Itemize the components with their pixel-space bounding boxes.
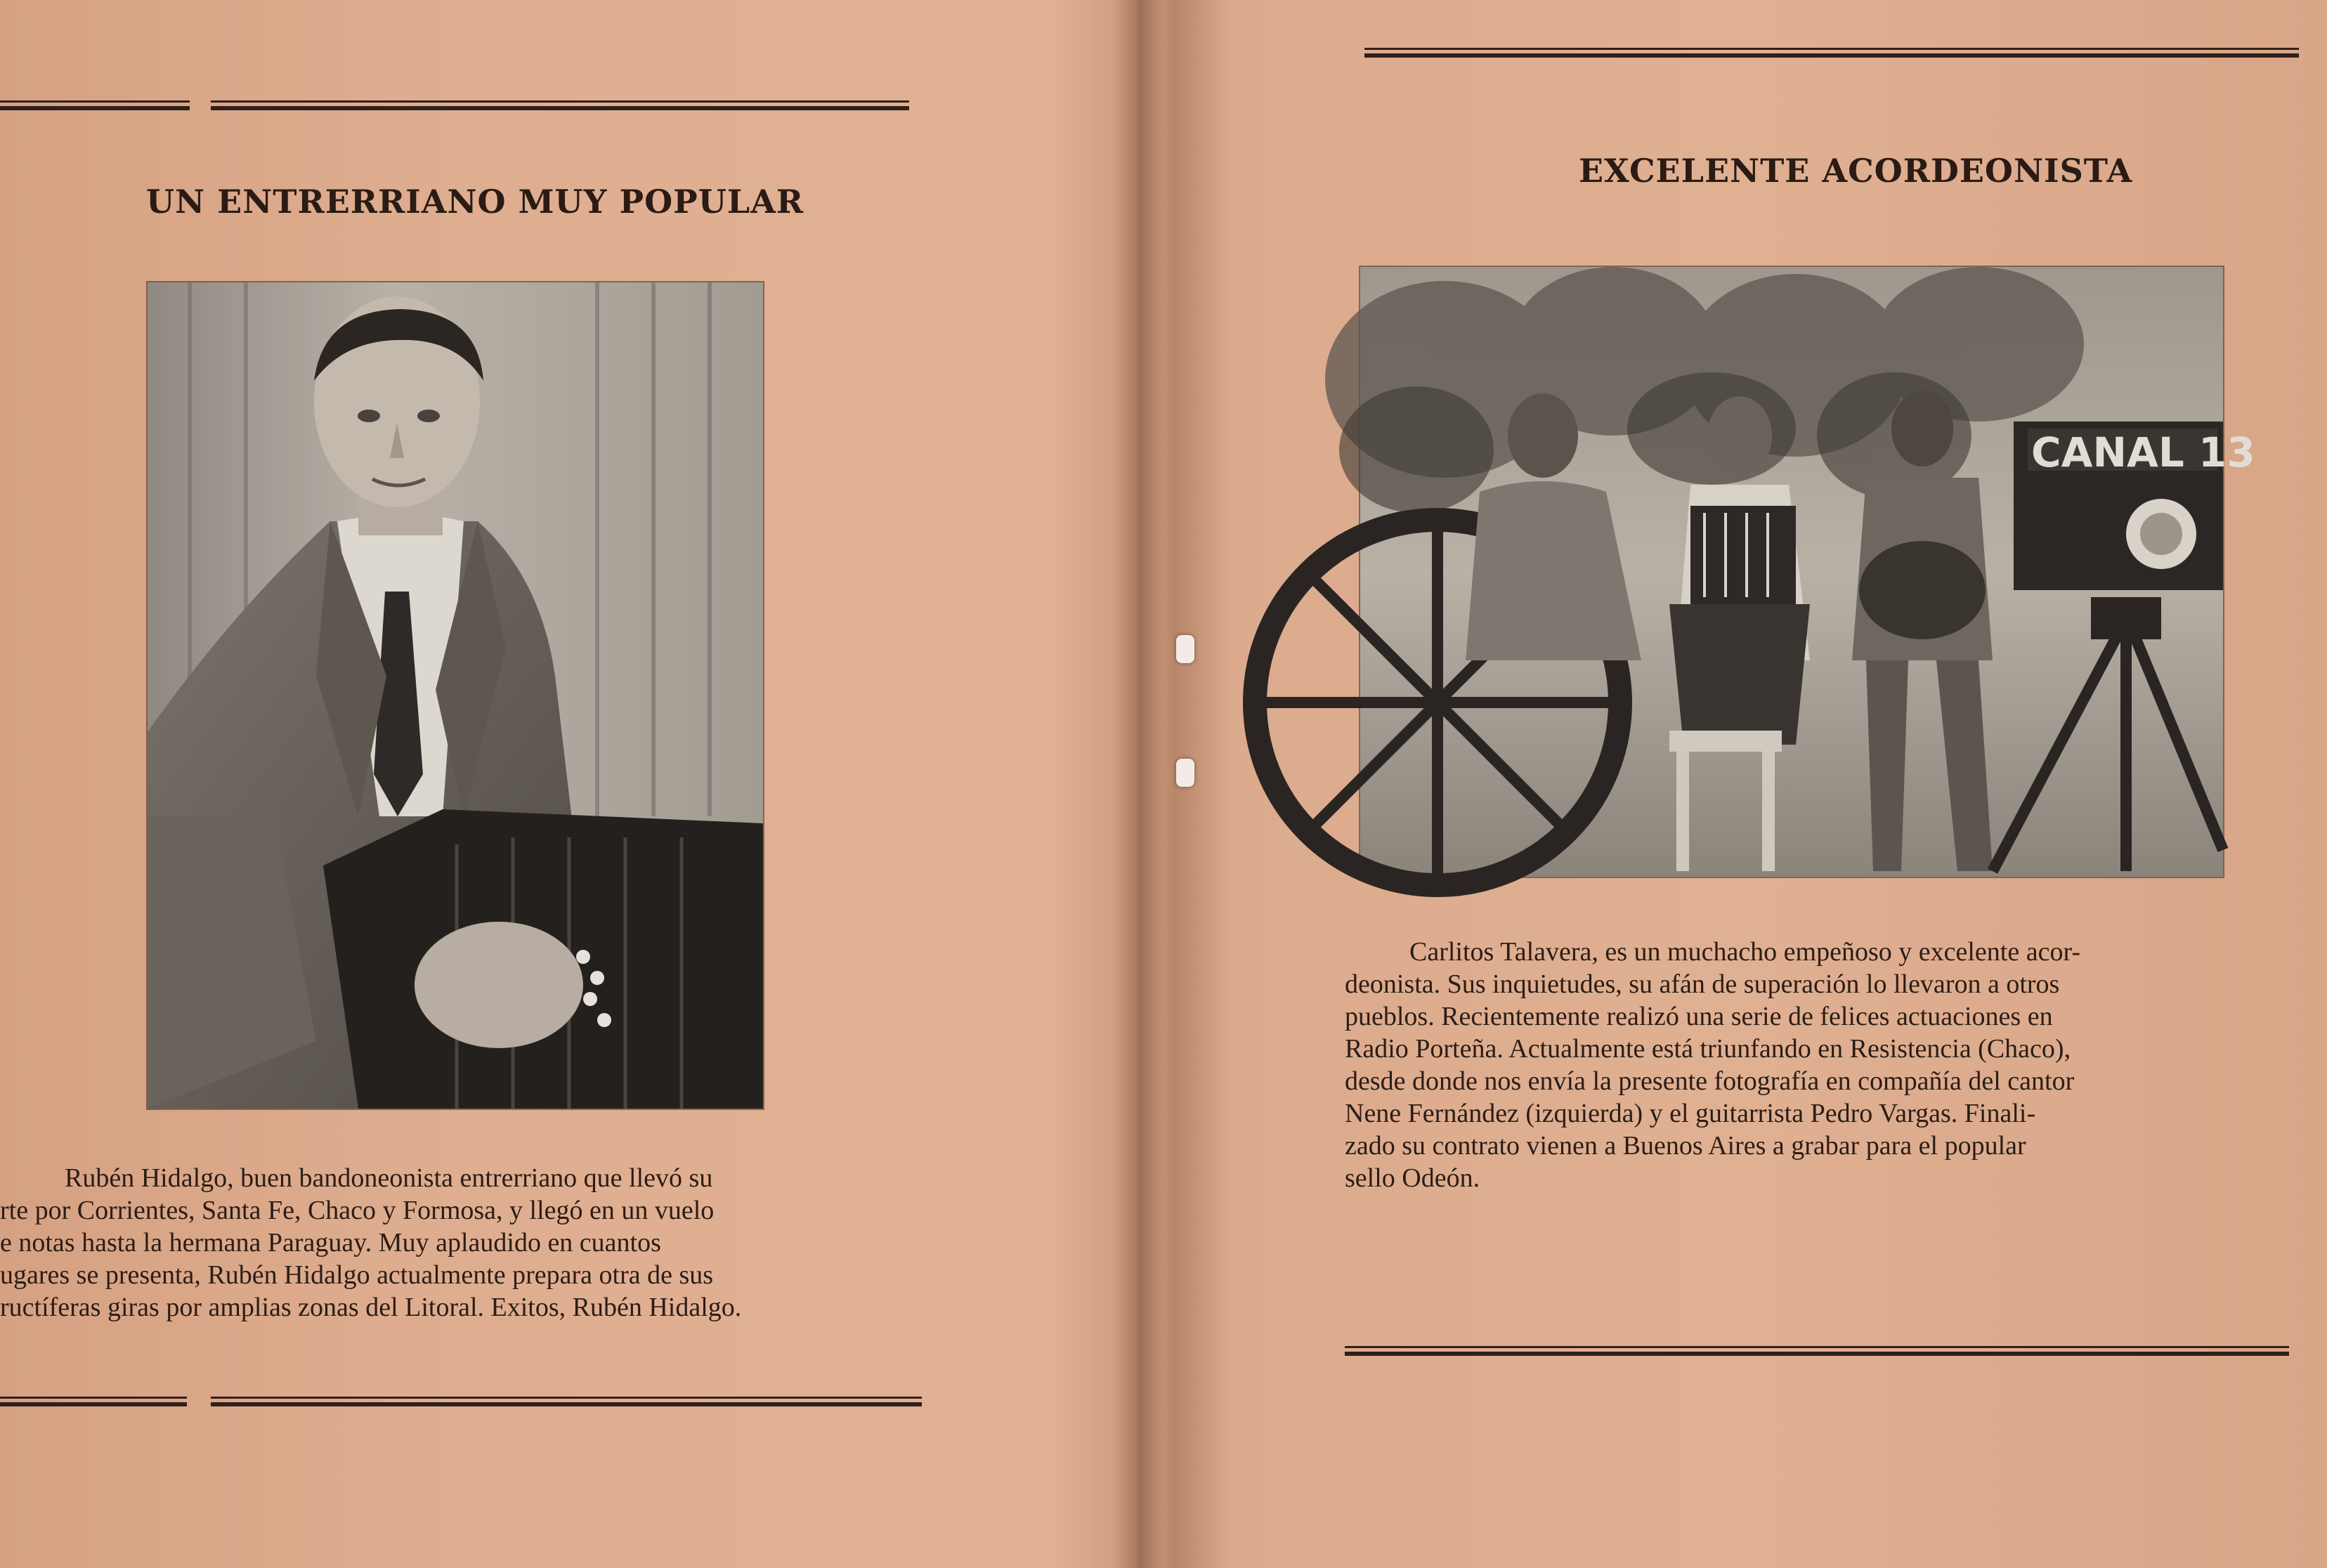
right-body-line: pueblos. Recientemente realizó una serie de felices actuaciones en [1345, 1002, 2053, 1031]
left-body-line: e notas hasta la hermana Paraguay. Muy aplaudido en cuantos [0, 1228, 661, 1257]
top-rule-left-b [211, 100, 909, 110]
right-body-line: deonista. Sus inquietudes, su afán de superación lo llevaron a otros [1345, 969, 2060, 999]
left-heading: UN ENTRERRIANO MUY POPULAR [146, 183, 804, 221]
right-body-line: desde donde nos envía la presente fotografía en compañía del cantor [1345, 1066, 2075, 1096]
top-rule-left-a [0, 100, 190, 110]
right-body-line: Nene Fernández (izquierda) y el guitarrista Pedro Vargas. Finali- [1345, 1099, 2036, 1128]
right-body-text [1345, 936, 2286, 1194]
right-body-line: Carlitos Talavera, es un muchacho empeñoso y excelente acor- [1409, 937, 2080, 967]
left-body-line: Rubén Hidalgo, buen bandoneonista entrerriano que llevó su [65, 1163, 713, 1193]
trio-musicians-photo-icon [1360, 267, 2255, 877]
right-body-line: Radio Porteña. Actualmente está triunfando en Resistencia (Chaco), [1345, 1034, 2071, 1064]
left-body-line: ructíferas giras por amplias zonas del Litoral. Exitos, Rubén Hidalgo. [0, 1293, 742, 1322]
right-body-line: zado su contrato vienen a Buenos Aires a grabar para el popular [1345, 1131, 2026, 1161]
right-heading: EXCELENTE ACORDEONISTA [1579, 152, 2133, 190]
left-body-line: rte por Corrientes, Santa Fe, Chaco y Formosa, y llegó en un vuelo [0, 1196, 715, 1225]
left-body-line: ugares se presenta, Rubén Hidalgo actualmente prepara otra de sus [0, 1260, 714, 1290]
portrait-photo [148, 282, 763, 1109]
bottom-rule-right [1345, 1346, 2289, 1356]
bottom-rule-left-b [211, 1397, 922, 1406]
bottom-rule-left-a [0, 1397, 187, 1406]
tv-studio-photo [1360, 267, 2255, 877]
left-body-text [0, 1162, 922, 1324]
left-page [0, 0, 1138, 1568]
top-rule-right [1364, 48, 2299, 58]
bandoneon-player-photo-icon [148, 282, 763, 1109]
right-page [1138, 0, 2327, 1568]
right-body-line: sello Odeón. [1345, 1163, 1480, 1193]
canal-13-sign: CANAL 13 [2031, 429, 2255, 476]
